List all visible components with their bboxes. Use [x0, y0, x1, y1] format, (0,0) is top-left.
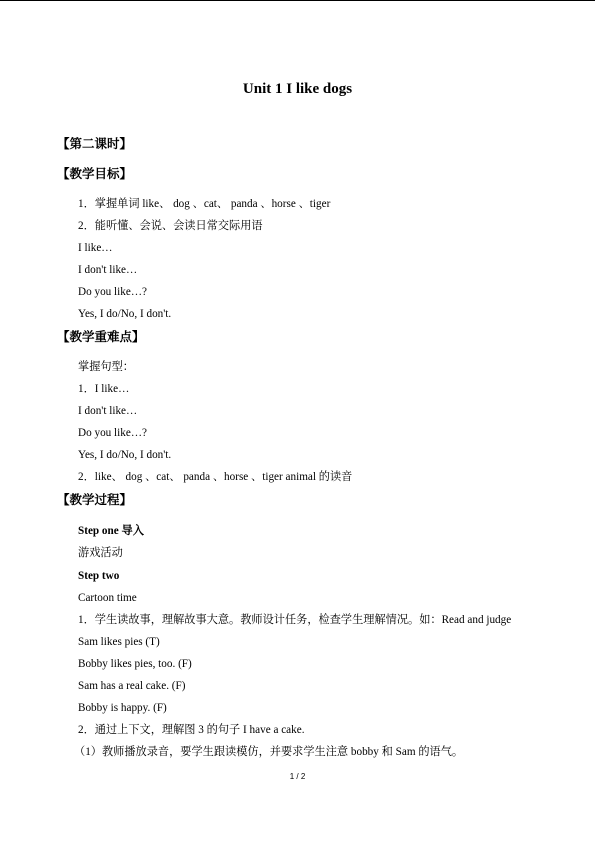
objectives-line-6: Yes, I do/No, I don't.	[78, 308, 172, 320]
process-judge-4: Bobby is happy. (F)	[78, 702, 167, 714]
key-points-line-2: 1．I like…	[78, 383, 130, 395]
process-line-task: 1．学生读故事，理解故事大意。教师设计任务，检查学生理解情况。如：Read and judge	[78, 614, 512, 626]
key-points-line-4: Do you like…?	[78, 427, 147, 439]
process-step-two: Step two	[78, 570, 120, 582]
objectives-line-3: I like…	[78, 242, 113, 254]
process-line-context: 2．通过上下文，理解图 3 的句子 I have a cake.	[78, 724, 305, 736]
key-points-line-1: 掌握句型：	[78, 361, 134, 373]
key-points-line-5: Yes, I do/No, I don't.	[78, 449, 172, 461]
top-border-line	[0, 0, 595, 1]
objectives-line-1: 1．掌握单词 like、 dog 、cat、 panda 、horse 、tiger	[78, 198, 331, 210]
objectives-line-5: Do you like…?	[78, 286, 147, 298]
objectives-line-2: 2．能听懂、会说、会读日常交际用语	[78, 220, 263, 232]
process-line-cartoon: Cartoon time	[78, 592, 137, 604]
objectives-line-4: I don't like…	[78, 264, 138, 276]
process-line-game: 游戏活动	[78, 547, 123, 559]
process-line-recording: （1）教师播放录音，要学生跟读模仿，并要求学生注意 bobby 和 Sam 的语气。	[74, 746, 464, 758]
process-judge-1: Sam likes pies (T)	[78, 636, 160, 648]
page-number: 1 / 2	[289, 772, 306, 781]
process-step-one: Step one 导入	[78, 525, 144, 537]
key-points-line-6: 2．like、 dog 、cat、 panda 、horse 、tiger animal 的读音	[78, 471, 353, 483]
heading-process: 【教学过程】	[57, 492, 133, 507]
process-judge-3: Sam has a real cake. (F)	[78, 680, 186, 692]
key-points-line-3: I don't like…	[78, 405, 138, 417]
page-title: Unit 1 I like dogs	[242, 81, 353, 97]
heading-key-points: 【教学重难点】	[57, 329, 145, 344]
process-judge-2: Bobby likes pies, too. (F)	[78, 658, 192, 670]
heading-objectives: 【教学目标】	[57, 166, 133, 181]
heading-lesson-period: 【第二课时】	[57, 136, 133, 151]
